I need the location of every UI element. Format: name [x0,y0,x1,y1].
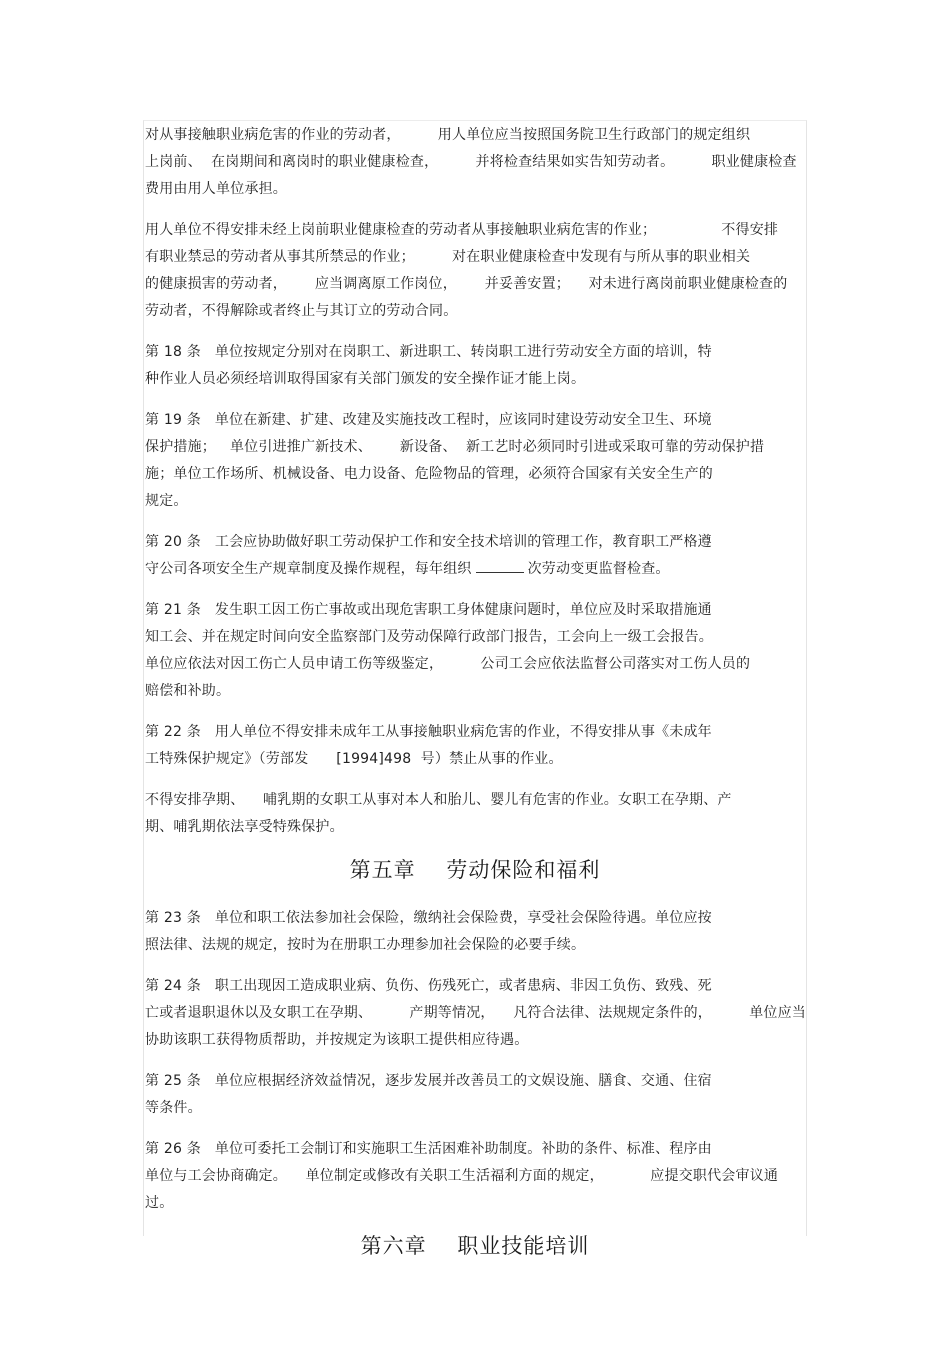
paragraph [145,1068,805,1122]
paragraph-line: 第 23 条 单位和职工依法参加社会保险，缴纳社会保险费，享受社会保险待遇。单位应按 [145,910,712,926]
chapter-5-title: 第五章 劳动保险和福利 [349,858,601,882]
paragraph-line: 单位应依法对因工伤亡人员申请工伤等级鉴定， 公司工会应依法监督公司落实对工伤人员的 [145,656,751,672]
article-20-line-2 [145,556,805,583]
paragraph [145,597,805,705]
paragraph-line: 施；单位工作场所、机械设备、电力设备、危险物品的管理，必须符合国家有关安全生产的 [145,466,713,482]
paragraph [145,217,805,325]
paragraph-line: 种作业人员必须经培训取得国家有关部门颁发的安全操作证才能上岗。 [145,371,586,387]
paragraph-line: 有职业禁忌的劳动者从事其所禁忌的作业； 对在职业健康检查中发现有与所从事的职业相关 [145,249,751,265]
paragraph-line: 工特殊保护规定》（劳部发 [1994]498 号）禁止从事的作业。 [145,751,563,767]
paragraph [145,719,805,773]
paragraph-line: 第 26 条 单位可委托工会制订和实施职工生活困难补助制度。补助的条件、标准、程序由 [145,1141,712,1157]
paragraph-line: 第 21 条 发生职工因工伤亡事故或出现危害职工身体健康问题时，单位应及时采取措施通 [145,602,712,618]
paragraph [145,973,805,1054]
paragraph [145,339,805,393]
section-chapter-5 [145,905,805,1217]
paragraph-line: 过。 [145,1195,174,1211]
paragraph [145,122,805,203]
paragraph-line: 照法律、法规的规定，按时为在册职工办理参加社会保险的必要手续。 [145,937,586,953]
paragraph-line: 赔偿和补助。 [145,683,231,699]
article-20-text-after: 次劳动变更监督检查。 [527,561,670,577]
paragraph-line: 知工会、并在规定时间向安全监察部门及劳动保障行政部门报告，工会向上一级工会报告。 [145,629,713,645]
paragraph-line: 等条件。 [145,1100,202,1116]
section-injury-protection [145,597,805,841]
paragraph-line: 第 24 条 职工出现因工造成职业病、负伤、伤残死亡，或者患病、非因工负伤、致残、死 [145,978,712,994]
paragraph-line: 协助该职工获得物质帮助，并按规定为该职工提供相应待遇。 [145,1032,529,1048]
paragraph-line: 用人单位不得安排未经上岗前职业健康检查的劳动者从事接触职业病危害的作业； 不得安排 [145,222,779,238]
chapter-6-title: 第六章 职业技能培训 [360,1234,590,1258]
paragraph-line: 对从事接触职业病危害的作业的劳动者， 用人单位应当按照国务院卫生行政部门的规定组织 [145,127,751,143]
paragraph-line: 第 25 条 单位应根据经济效益情况，逐步发展并改善员工的文娱设施、膳食、交通、住宿 [145,1073,712,1089]
paragraph-line: 规定。 [145,493,188,509]
paragraph-line: 第 18 条 单位按规定分别对在岗职工、新进职工、转岗职工进行劳动安全方面的培训，特 [145,344,712,360]
paragraph-line: 单位与工会协商确定。 单位制定或修改有关职工生活福利方面的规定， 应提交职代会审议通 [145,1168,779,1184]
paragraph-line: 亡或者退职退休以及女职工在孕期、 产期等情况， 凡符合法律、法规规定条件的， 单位应当 [145,1005,807,1021]
article-20 [145,529,805,583]
paragraph-line: 上岗前、 在岗期间和离岗时的职业健康检查， 并将检查结果如实告知劳动者。 职业健康检查 [145,154,797,170]
paragraph-line: 劳动者，不得解除或者终止与其订立的劳动合同。 [145,303,458,319]
paragraph [145,905,805,959]
paragraph [145,407,805,515]
paragraph-line: 不得安排孕期、 哺乳期的女职工从事对本人和胎儿、婴儿有危害的作业。女职工在孕期、产 [145,792,732,808]
article-20-line-1: 第 20 条 工会应协助做好职工劳动保护工作和安全技术培训的管理工作，教育职工严格遵 [145,534,712,550]
paragraph [145,1136,805,1217]
paragraph [145,787,805,841]
paragraph-line: 的健康损害的劳动者， 应当调离原工作岗位， 并妥善安置； 对未进行离岗前职业健康检查的 [145,276,788,292]
fill-in-blank[interactable] [476,558,524,573]
document-body [145,122,805,1281]
paragraph-line: 费用由用人单位承担。 [145,181,287,197]
paragraph-line: 第 19 条 单位在新建、扩建、改建及实施技改工程时，应该同时建设劳动安全卫生、环境 [145,412,712,428]
article-20-text-before: 守公司各项安全生产规章制度及操作规程，每年组织 [145,561,472,577]
paragraph-line: 第 22 条 用人单位不得安排未成年工从事接触职业病危害的作业，不得安排从事《未成年 [145,724,712,740]
section-occupational-health [145,122,805,515]
paragraph-line: 期、哺乳期依法享受特殊保护。 [145,819,344,835]
paragraph-line: 保护措施； 单位引进推广新技术、 新设备、 新工艺时必须同时引进或采取可靠的劳动保护措 [145,439,765,455]
